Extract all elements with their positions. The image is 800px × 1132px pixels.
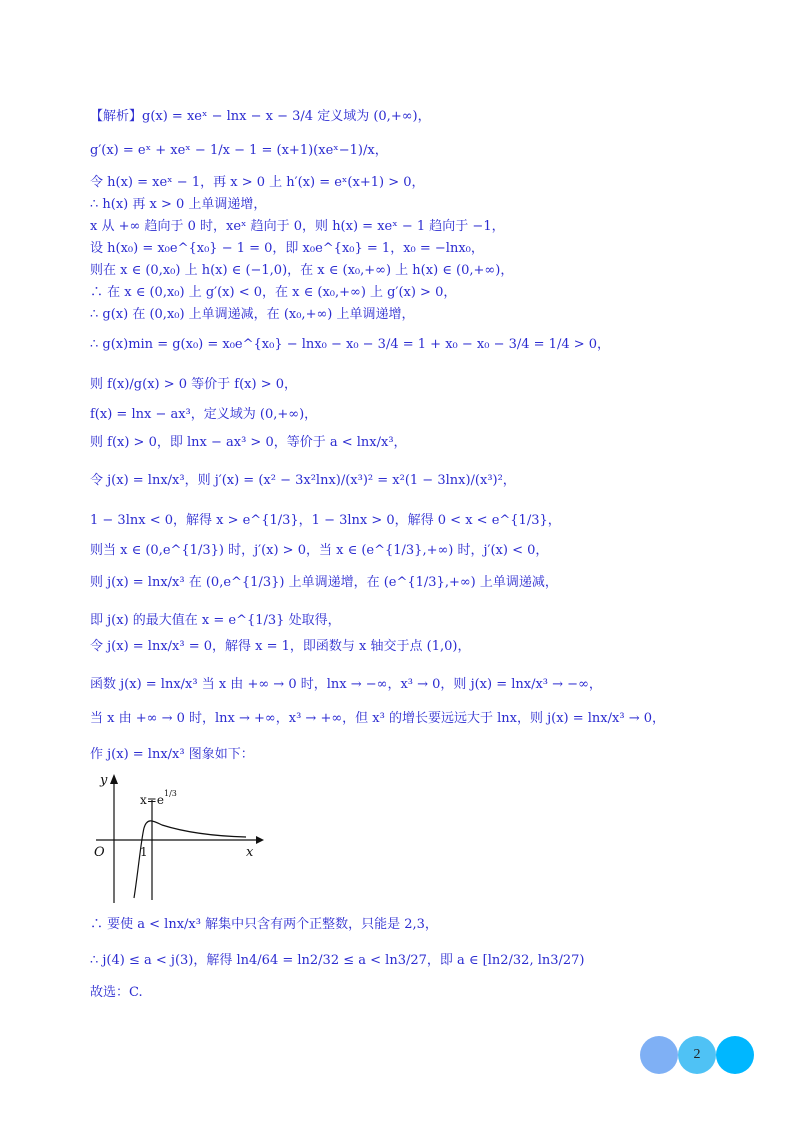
page-indicator <box>640 1036 760 1076</box>
page-number: 2 <box>693 1047 701 1062</box>
one-tick-label: 1 <box>140 845 148 859</box>
solution-line: 则 j(x) = lnx/x³ 在 (0,e^{1/3}) 上单调递增，在 (e^{1/3},+∞) 上单调递减， <box>90 575 558 590</box>
solution-line: 故选：C. <box>90 985 143 1000</box>
solution-line: 当 x 由 +∞ → 0 时，lnx → +∞，x³ → +∞，但 x³ 的增长要远远大于 lnx，则 j(x) = lnx/x³ → 0， <box>90 711 665 726</box>
solution-line: g′(x) = eˣ + xeˣ − 1/x − 1 = (x+1)(xeˣ−1)/x， <box>90 143 388 158</box>
solution-line: 1 − 3lnx < 0，解得 x > e^{1/3}，1 − 3lnx > 0，解得 0 < x < e^{1/3}， <box>90 513 561 528</box>
solution-line: ∴ g(x)min = g(x₀) = x₀e^{x₀} − lnx₀ − x₀ − 3/4 = 1 + x₀ − x₀ − 3/4 = 1/4 > 0， <box>90 337 611 352</box>
solution-line: ∴ 在 x ∈ (0,x₀) 上 g′(x) < 0，在 x ∈ (x₀,+∞) 上 g′(x) > 0， <box>90 285 457 300</box>
y-axis-label: y <box>100 773 108 788</box>
solution-line: 则 f(x)/g(x) > 0 等价于 f(x) > 0， <box>90 377 298 392</box>
solution-line: 则在 x ∈ (0,x₀) 上 h(x) ∈ (−1,0)，在 x ∈ (x₀,+∞) 上 h(x) ∈ (0,+∞)， <box>90 263 514 278</box>
function-graph <box>88 768 268 908</box>
solution-line: x 从 +∞ 趋向于 0 时，xeˣ 趋向于 0，则 h(x) = xeˣ − 1 趋向于 −1， <box>90 219 505 234</box>
solution-line: ∴ j(4) ≤ a < j(3)，解得 ln4/64 = ln2/32 ≤ a < ln3/27，即 a ∈ [ln2/32, ln3/27) <box>90 953 585 968</box>
solution-line: 令 j(x) = lnx/x³ = 0，解得 x = 1，即函数与 x 轴交于点 (1,0)， <box>90 639 471 654</box>
max-point-label: x=e <box>140 793 164 807</box>
max-point-exponent: 1/3 <box>164 789 177 798</box>
origin-label: O <box>94 845 105 860</box>
solution-line: 则当 x ∈ (0,e^{1/3}) 时，j′(x) > 0，当 x ∈ (e^{1/3},+∞) 时，j′(x) < 0， <box>90 543 549 558</box>
y-axis-arrow <box>110 774 118 784</box>
solution-line: ∴ h(x) 再 x > 0 上单调递增， <box>90 197 267 212</box>
solution-line: 令 j(x) = lnx/x³，则 j′(x) = (x² − 3x²lnx)/(x³)² = x²(1 − 3lnx)/(x³)²， <box>90 473 516 488</box>
solution-line: 则 f(x) > 0，即 lnx − ax³ > 0，等价于 a < lnx/x³， <box>90 435 407 450</box>
solution-line: 【解析】g(x) = xeˣ − lnx − x − 3/4 定义域为 (0,+∞)， <box>90 109 431 124</box>
solution-line: f(x) = lnx − ax³，定义域为 (0,+∞)， <box>90 407 318 422</box>
solution-line: 函数 j(x) = lnx/x³ 当 x 由 +∞ → 0 时，lnx → −∞，x³ → 0，则 j(x) = lnx/x³ → −∞， <box>90 677 602 692</box>
page-dot-left <box>640 1036 678 1074</box>
page-dot-right <box>716 1036 754 1074</box>
solution-line: ∴ g(x) 在 (0,x₀) 上单调递减，在 (x₀,+∞) 上单调递增， <box>90 307 415 322</box>
solution-line: ∴ 要使 a < lnx/x³ 解集中只含有两个正整数，只能是 2,3， <box>90 917 438 932</box>
function-curve <box>134 821 246 898</box>
solution-line: 作 j(x) = lnx/x³ 图象如下： <box>90 747 254 762</box>
solution-line: 令 h(x) = xeˣ − 1，再 x > 0 上 h′(x) = eˣ(x+1) > 0， <box>90 175 425 190</box>
solution-line: 即 j(x) 的最大值在 x = e^{1/3} 处取得， <box>90 613 341 628</box>
x-axis-arrow <box>256 836 264 844</box>
x-axis-label: x <box>246 845 254 860</box>
solution-line: 设 h(x₀) = x₀e^{x₀} − 1 = 0，即 x₀e^{x₀} = 1，x₀ = −lnx₀， <box>90 241 484 256</box>
